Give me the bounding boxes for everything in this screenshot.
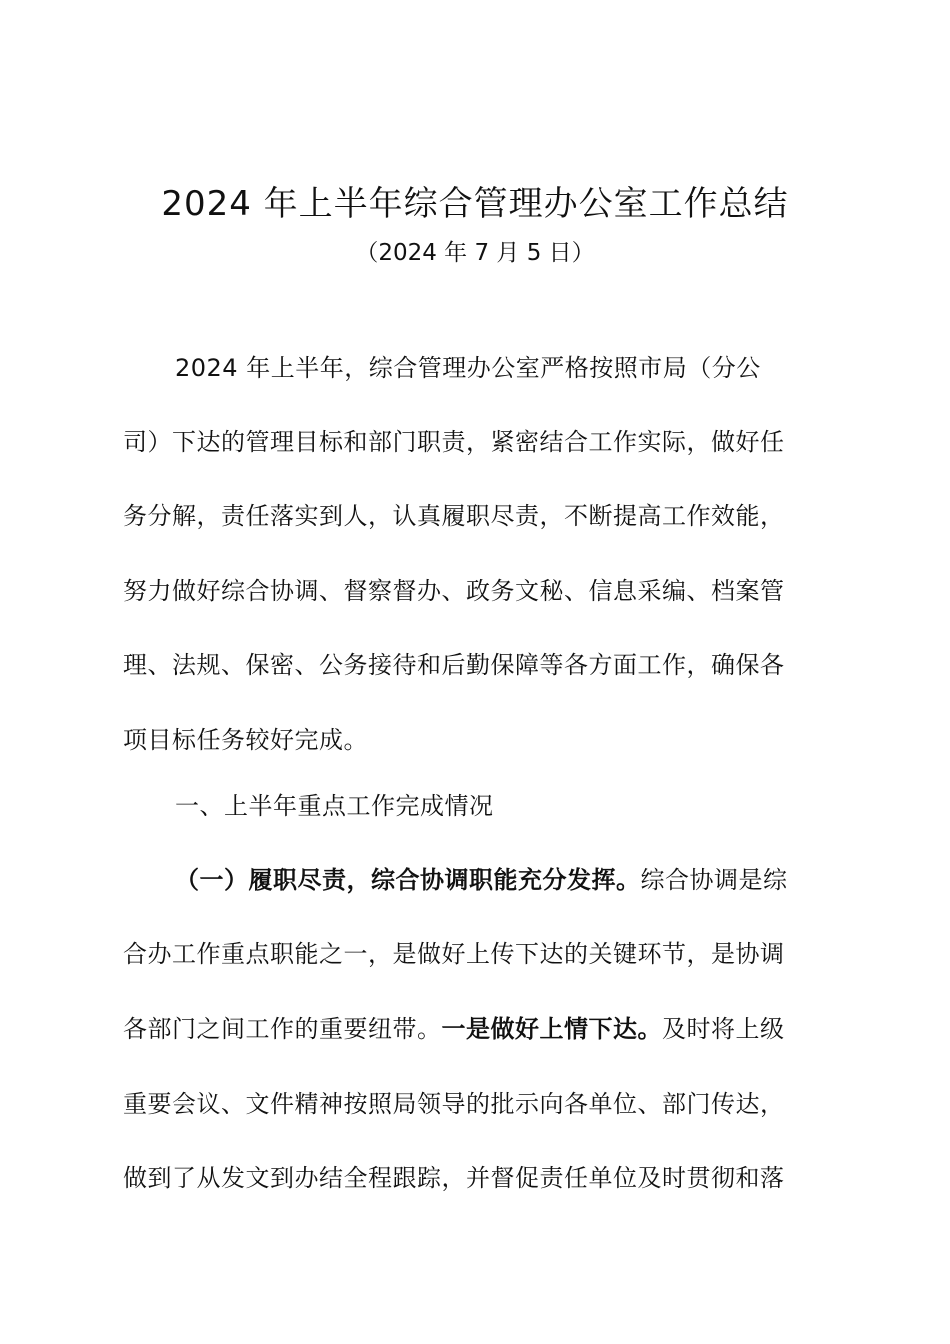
paragraph-text: 及时将上级 [662,1015,785,1043]
paragraph-text: 各部门之间工作的重要纽带。 [123,1015,442,1043]
document-date: （2024 年 7 月 5 日） [355,240,595,266]
paragraph-line [123,1009,833,1049]
paragraph-line: 努力做好综合协调、督察督办、政务文秘、信息采编、档案管 [123,577,785,605]
document-title: 2024 年上半年综合管理办公室工作总结 [161,184,789,224]
paragraph-line: 重要会议、文件精神按照局领导的批示向各单位、部门传达， [123,1090,785,1118]
paragraph-line: 司）下达的管理目标和部门职责，紧密结合工作实际，做好任 [123,428,785,456]
subsection-heading: （一）履职尽责，综合协调职能充分发挥。 [175,866,641,894]
paragraph-line: 务分解，责任落实到人，认真履职尽责，不断提高工作效能， [123,502,785,530]
paragraph-line: 项目标任务较好完成。 [123,726,368,754]
subsection-text: 综合协调是综 [640,866,788,894]
paragraph-line: 理、法规、保密、公务接待和后勤保障等各方面工作，确保各 [123,651,785,679]
paragraph-line: 做到了从发文到办结全程跟踪，并督促责任单位及时贯彻和落 [123,1164,785,1192]
subsection-line [123,860,833,900]
paragraph-line: 合办工作重点职能之一，是做好上传下达的关键环节，是协调 [123,940,785,968]
point-heading: 一是做好上情下达。 [441,1015,662,1043]
paragraph-line: 2024 年上半年，综合管理办公室严格按照市局（分公 [175,354,761,382]
section-heading: 一、上半年重点工作完成情况 [175,792,494,820]
